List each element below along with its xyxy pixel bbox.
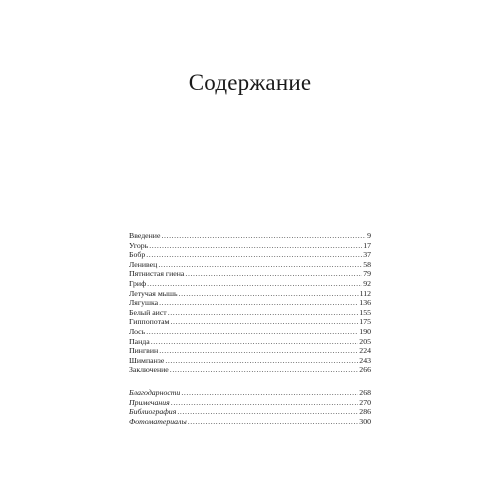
page-title: Содержание: [188, 70, 312, 95]
toc-entry-page: 270: [359, 397, 371, 407]
toc-entry-introduction: [129, 231, 371, 241]
toc-leader-dots: [165, 356, 358, 366]
toc-entry-page: 79: [363, 269, 371, 279]
toc-entry-beaver: [129, 250, 371, 260]
toc-entry-label: Панда: [129, 336, 150, 346]
toc-entry-vulture: [129, 279, 371, 289]
toc-leader-dots: [151, 337, 359, 347]
toc-entry-page: 17: [363, 240, 371, 250]
toc-entry-white-stork: [129, 308, 371, 318]
toc-entry-label: Пингвин: [129, 346, 159, 356]
toc-entry-photo-credits: [129, 417, 371, 427]
toc-leader-dots: [177, 407, 358, 417]
toc-entry-label: Шимпанзе: [129, 355, 165, 365]
toc-entry-page: 268: [359, 387, 371, 397]
toc-entry-label: Пятнистая гиена: [129, 269, 185, 279]
toc-entry-page: 175: [359, 317, 371, 327]
toc-entry-page: 136: [359, 298, 371, 308]
toc-leader-dots: [159, 346, 358, 356]
toc-entry-page: 224: [359, 346, 371, 356]
toc-entry-page: 9: [367, 231, 371, 240]
toc-leader-dots: [158, 260, 362, 270]
table-of-contents: [129, 231, 371, 426]
toc-entry-page: 37: [363, 250, 371, 260]
toc-entry-label: Угорь: [129, 240, 149, 250]
toc-entry-penguin: [129, 346, 371, 356]
toc-entry-eel: [129, 241, 371, 251]
toc-entry-moose: [129, 327, 371, 337]
toc-entry-frog: [129, 298, 371, 308]
toc-entry-page: 190: [359, 326, 371, 336]
toc-entry-label: Примечания: [129, 397, 170, 407]
toc-entry-label: Заключение: [129, 365, 169, 375]
toc-entry-label: Введение: [129, 231, 161, 240]
toc-entry-notes: [129, 398, 371, 408]
toc-entry-page: 155: [359, 307, 371, 317]
toc-leader-dots: [149, 241, 362, 251]
toc-entry-bat: [129, 289, 371, 299]
toc-entry-acknowledgements: [129, 388, 371, 398]
toc-entry-label: Фотоматериалы: [129, 416, 187, 426]
toc-leader-dots: [146, 250, 362, 260]
toc-entry-label: Бобр: [129, 250, 146, 260]
toc-entry-sloth: [129, 260, 371, 270]
toc-entry-label: Лось: [129, 326, 146, 336]
toc-entry-page: 266: [359, 365, 371, 375]
toc-leader-dots: [170, 365, 359, 375]
toc-entry-label: Гриф: [129, 278, 147, 288]
toc-entry-label: Летучая мышь: [129, 288, 178, 298]
toc-entry-page: 112: [359, 288, 371, 298]
toc-entry-label: Библиография: [129, 407, 177, 417]
toc-entry-conclusion: [129, 365, 371, 375]
toc-entry-label: Лягушка: [129, 298, 159, 308]
toc-entry-page: 300: [359, 416, 371, 426]
toc-leader-dots: [147, 279, 362, 289]
toc-entry-page: 205: [359, 336, 371, 346]
toc-leader-dots: [168, 308, 359, 318]
toc-entry-page: 243: [359, 355, 371, 365]
toc-entry-label: Белый аист: [129, 307, 167, 317]
toc-leader-dots: [188, 417, 359, 427]
toc-leader-dots: [171, 398, 359, 408]
section-spacer: [129, 375, 371, 388]
toc-entry-spotted-hyena: [129, 269, 371, 279]
toc-leader-dots: [181, 388, 358, 398]
toc-entry-bibliography: [129, 407, 371, 417]
toc-leader-dots: [179, 289, 359, 299]
toc-leader-dots: [159, 298, 358, 308]
toc-leader-dots: [185, 269, 362, 279]
toc-entry-label: Гиппопотам: [129, 317, 170, 327]
toc-entry-hippopotamus: [129, 317, 371, 327]
toc-leader-dots: [146, 327, 358, 337]
toc-entry-chimpanzee: [129, 356, 371, 366]
toc-entry-page: 92: [363, 278, 371, 288]
toc-entry-label: Ленивец: [129, 259, 158, 269]
toc-leader-dots: [161, 231, 366, 241]
toc-entry-label: Благодарности: [129, 387, 181, 397]
toc-leader-dots: [171, 317, 359, 327]
toc-entry-panda: [129, 337, 371, 347]
toc-entry-page: 58: [363, 259, 371, 269]
toc-entry-page: 286: [359, 407, 371, 417]
